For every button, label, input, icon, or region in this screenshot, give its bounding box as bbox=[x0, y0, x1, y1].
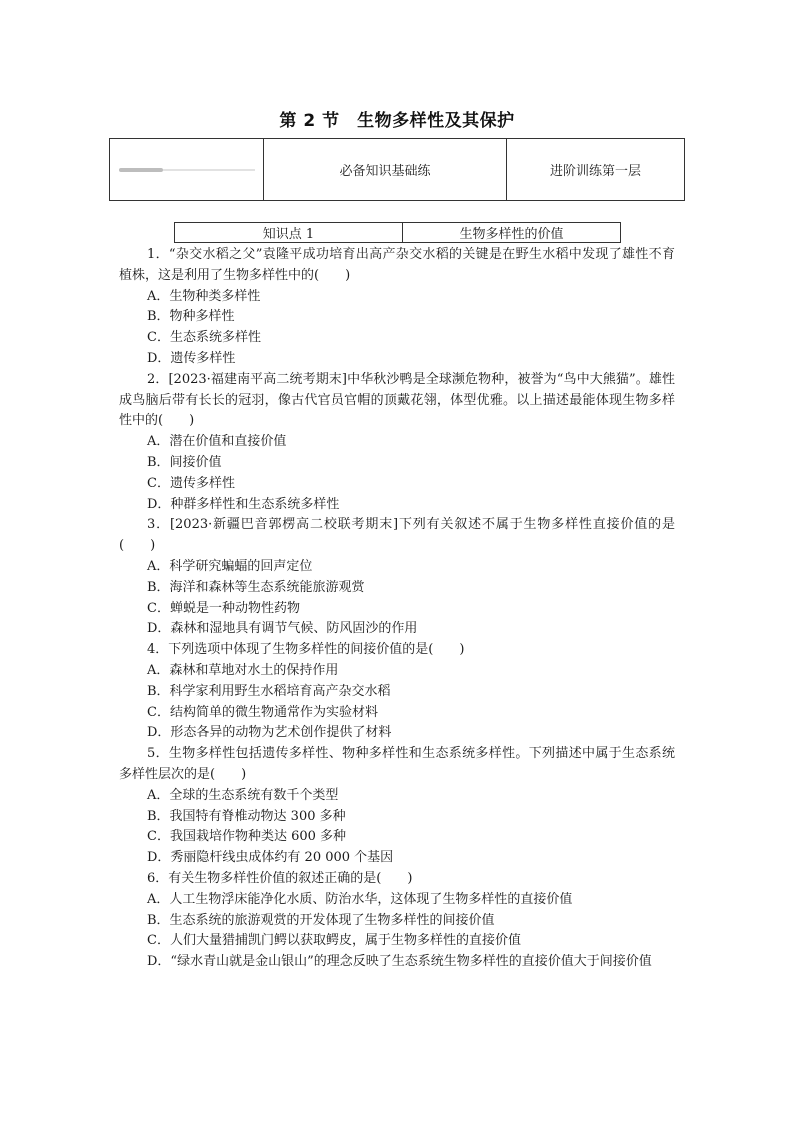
question-option: A．全球的生态系统有数千个类型 bbox=[147, 787, 339, 803]
question-option: A．潜在价值和直接价值 bbox=[147, 434, 287, 450]
progress-track bbox=[163, 169, 254, 171]
question-option: A．科学研究蝙蝠的回声定位 bbox=[147, 558, 313, 574]
question-option: C．遗传多样性 bbox=[147, 475, 235, 491]
question-stem: 1．“杂交水稻之父”袁隆平成功培育出高产杂交水稻的关键是在野生水稻中发现了雄性不育植株，这是利用了生物多样性中的( ) bbox=[119, 247, 675, 283]
progress-bar bbox=[119, 167, 255, 173]
question-option: B．间接价值 bbox=[147, 454, 222, 470]
question-stem: 6．有关生物多样性价值的叙述正确的是( ) bbox=[147, 870, 413, 886]
section-header-table bbox=[109, 138, 685, 201]
question-stem: 4．下列选项中体现了生物多样性的间接价值的是( ) bbox=[147, 642, 465, 658]
question-list bbox=[119, 245, 675, 973]
question-option: C．结构简单的微生物通常作为实验材料 bbox=[147, 704, 378, 720]
question-option: D．森林和湿地具有调节气候、防风固沙的作用 bbox=[147, 621, 418, 637]
knowledge-point-table bbox=[174, 222, 621, 243]
question-stem: 3．[2023·新疆巴音郭楞高二校联考期末]下列有关叙述不属于生物多样性直接价值的是( ) bbox=[119, 517, 675, 554]
question-option: D．秀丽隐杆线虫成体约有 20 000 个基因 bbox=[147, 850, 394, 866]
knowledge-point-topic: 生物多样性的价值 bbox=[459, 227, 564, 242]
question-option: D．“绿水青山就是金山银山”的理念反映了生态系统生物多样性的直接价值大于间接价值 bbox=[147, 954, 652, 970]
question-option: D．种群多样性和生态系统多样性 bbox=[147, 496, 340, 512]
question-option: A．森林和草地对水土的保持作用 bbox=[147, 662, 339, 678]
question-option: C．人们大量猎捕凯门鳄以获取鳄皮，属于生物多样性的直接价值 bbox=[147, 933, 521, 949]
question-option: A．生物种类多样性 bbox=[147, 288, 261, 304]
question-option: A．人工生物浮床能净化水质、防治水华，这体现了生物多样性的直接价值 bbox=[147, 891, 573, 907]
question-stem: 2．[2023·福建南平高二统考期末]中华秋沙鸭是全球濒危物种，被誉为“鸟中大熊猫”。雄性成鸟脑后带有长长的冠羽，像古代官员官帽的顶戴花翎，体型优雅。以上描述最能体现生物多样性中的( ) bbox=[119, 371, 675, 429]
advanced-training-label: 进阶训练第一层 bbox=[549, 164, 641, 179]
knowledge-point-label: 知识点 1 bbox=[175, 223, 403, 242]
question-option: B．我国特有脊椎动物达 300 多种 bbox=[147, 808, 346, 824]
question-option: C．我国栽培作物种类达 600 多种 bbox=[147, 829, 347, 845]
progress-fill bbox=[119, 168, 164, 172]
question-option: B．海洋和森林等生态系统能旅游观赏 bbox=[147, 579, 365, 595]
question-stem: 5．生物多样性包括遗传多样性、物种多样性和生态系统多样性。下列描述中属于生态系统多样性层次的是( ) bbox=[119, 746, 675, 782]
question-option: B．物种多样性 bbox=[147, 309, 235, 325]
question-option: C．生态系统多样性 bbox=[147, 330, 261, 346]
progress-cell bbox=[110, 139, 264, 200]
page-title: 第 2 节 生物多样性及其保护 bbox=[279, 111, 515, 131]
basic-practice-label: 必备知识基础练 bbox=[264, 139, 507, 200]
question-option: B．生态系统的旅游观赏的开发体现了生物多样性的间接价值 bbox=[147, 912, 495, 928]
question-option: D．遗传多样性 bbox=[147, 350, 236, 366]
question-option: D．形态各异的动物为艺术创作提供了材料 bbox=[147, 725, 392, 741]
question-option: B．科学家利用野生水稻培育高产杂交水稻 bbox=[147, 683, 391, 699]
question-option: C．蝉蜕是一种动物性药物 bbox=[147, 600, 300, 616]
